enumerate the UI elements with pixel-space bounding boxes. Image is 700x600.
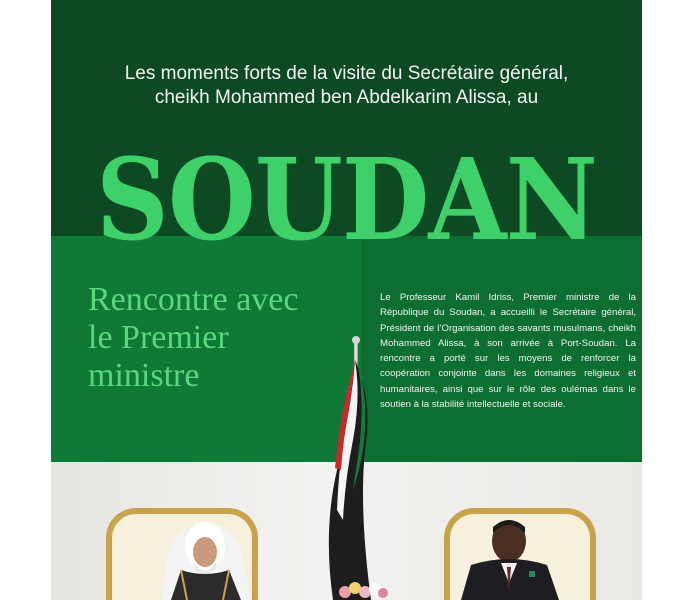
page-title: SOUDAN bbox=[96, 135, 597, 266]
sudan-flag bbox=[313, 360, 393, 600]
intro-line-1: Les moments forts de la visite du Secrétaire général, bbox=[124, 63, 569, 84]
flag-pole-tip bbox=[352, 336, 360, 344]
heading-line-3: ministre bbox=[88, 357, 200, 394]
secretary-general-figure bbox=[151, 508, 261, 600]
flower-arrangement bbox=[335, 580, 389, 600]
prime-minister-figure bbox=[451, 513, 571, 600]
intro-text bbox=[51, 62, 642, 110]
intro-line-2: cheikh Mohammed ben Abdelkarim Alissa, au bbox=[154, 87, 539, 108]
article-page bbox=[51, 0, 642, 600]
article-body: Le Professeur Kamil Idriss, Premier ministre de la République du Soudan, a accueilli le Secrétaire général, Président de l’Organisation des savants musulmans, cheikh Mohammed Alissa, à son arrivée à Port-Soudan. La rencontre a porté sur les moyens de renforcer la coopération conjointe dans les domaines religieux et humanitaires, ainsi que sur le rôle des oulémas dans le soutien à la stabilité intellectuelle et sociale. bbox=[380, 292, 636, 411]
heading-line-1: Rencontre avec bbox=[88, 281, 299, 318]
heading-line-2: le Premier bbox=[88, 319, 229, 356]
